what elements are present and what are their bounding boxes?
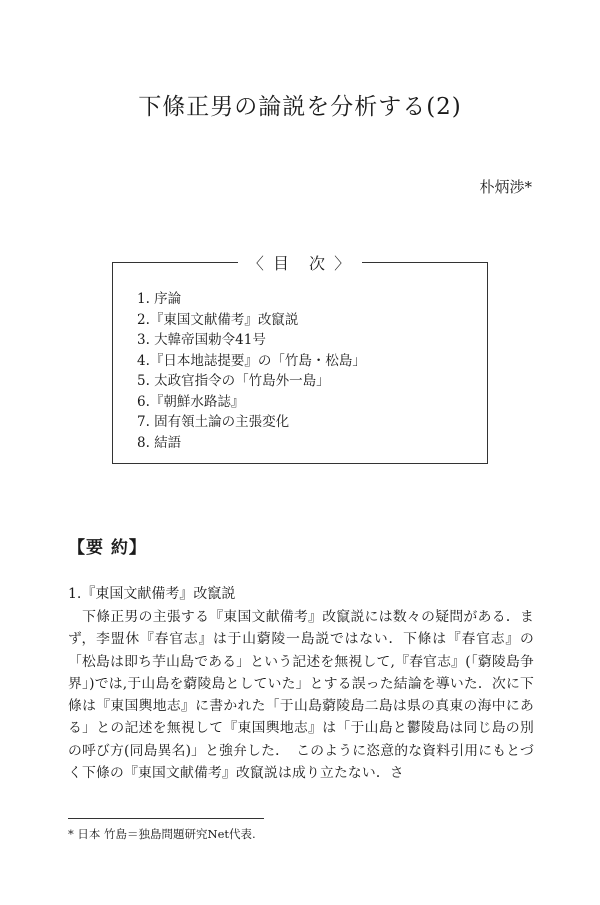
section-heading: 1.『東国文献備考』改竄説 [68,586,236,602]
footnote-divider [68,818,264,819]
body-paragraph [68,606,534,784]
toc-item: 5. 太政官指令の「竹島外一島」 [137,373,330,389]
toc-item: 1. 序論 [137,291,182,307]
toc-item: 4.『日本地誌提要』の「竹島・松島」 [137,352,366,369]
toc-item: 2.『東国文献備考』改竄説 [137,311,299,328]
table-of-contents [112,254,488,464]
toc-item: 8. 結語 [137,434,182,451]
footnote: * 日本 竹島＝独島問題研究Net代表. [68,827,256,841]
toc-list [137,289,366,453]
toc-item: 7. 固有領土論の主張変化 [137,414,290,430]
author-name: 朴炳渉* [479,178,532,196]
toc-heading-wrapper [113,251,487,274]
body-text: 下條正男の主張する『東国文献備考』改竄説には数々の疑問がある．まず，李盟休『春官志』は于山藭陵一島説ではない．下條は『春官志』の「松島は即ち芋山島である」という記述を無視して,『春官志』(「藭陵島争界」)では,于山島を藭陵島としていた」とする誤った結論を導いた．次に下條は『東国輿地志』に書かれた「于山島藭陵島二島は県の真東の海中にある」との記述を無視して『東国輿地志』は「于山島と鬱陵島は同じ島の別の呼び方(同島異名)」と強弁した． このように恣意的な資料引用にもとづく下條の『東国文献備考』改竄説は成り立たない．さ [68,609,534,782]
toc-item: 3. 大韓帝国勅令41号 [137,332,266,348]
toc-item: 6.『朝鮮水路誌』 [137,393,245,410]
toc-heading: 〈 目 次 〉 [238,254,362,273]
page-title: 下條正男の論説を分析する(2) [138,94,462,120]
indent [68,609,82,625]
summary-heading: 【要 約】 [68,538,147,558]
